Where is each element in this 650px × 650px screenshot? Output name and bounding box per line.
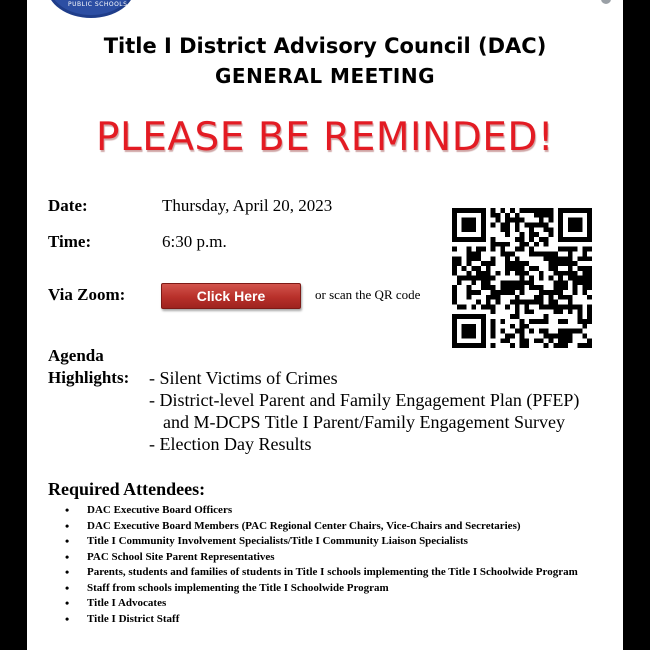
attendee-item: • Title I Advocates [65, 596, 610, 612]
flyer-title: Title I District Advisory Council (DAC) [103, 34, 547, 58]
flyer-subtitle: GENERAL MEETING [214, 64, 436, 88]
time-value: 6:30 p.m. [162, 232, 227, 251]
agenda-item: - Election Day Results [149, 434, 312, 454]
qr-code-icon[interactable] [452, 208, 592, 348]
attendee-item: • DAC Executive Board Members (PAC Regional Center Chairs, Vice-Chairs and Secretaries) [65, 519, 610, 535]
zoom-label: Via Zoom: [48, 285, 126, 304]
agenda-item: - Silent Victims of Crimes [149, 368, 338, 388]
attendee-item: • PAC School Site Parent Representatives [65, 550, 610, 566]
attendee-item: • Staff from schools implementing the Title I Schoolwide Program [65, 581, 610, 597]
agenda-item: - District-level Parent and Family Engagement Plan (PFEP) [149, 390, 580, 410]
agenda-highlights-label: Highlights: [48, 368, 130, 387]
attendee-item: • Title I District Staff [65, 612, 610, 628]
required-attendees-heading: Required Attendees: [48, 479, 206, 499]
attendee-item: • Title I Community Involvement Specialists/Title I Community Liaison Specialists [65, 534, 610, 550]
date-value: Thursday, April 20, 2023 [162, 196, 333, 215]
attendee-item: • DAC Executive Board Officers [65, 503, 610, 519]
flyer-page [27, 0, 623, 650]
district-logo [47, 0, 135, 18]
agenda-label: Agenda [48, 346, 104, 365]
reminder-heading: PLEASE BE REMINDED! [95, 115, 555, 160]
time-label: Time: [48, 232, 92, 251]
attendee-list [65, 503, 610, 627]
attendee-item: • Parents, students and families of students in Title I schools implementing the Title I Schoolwide Program [65, 565, 610, 581]
date-label: Date: [48, 196, 88, 215]
scan-qr-text: or scan the QR code [315, 287, 421, 302]
zoom-click-here-button[interactable]: Click Here [161, 283, 301, 309]
corner-mark [601, 0, 611, 4]
agenda-item-continued: and M-DCPS Title I Parent/Family Engagement Survey [163, 412, 565, 432]
logo-text: PUBLIC SCHOOLS [68, 1, 128, 8]
